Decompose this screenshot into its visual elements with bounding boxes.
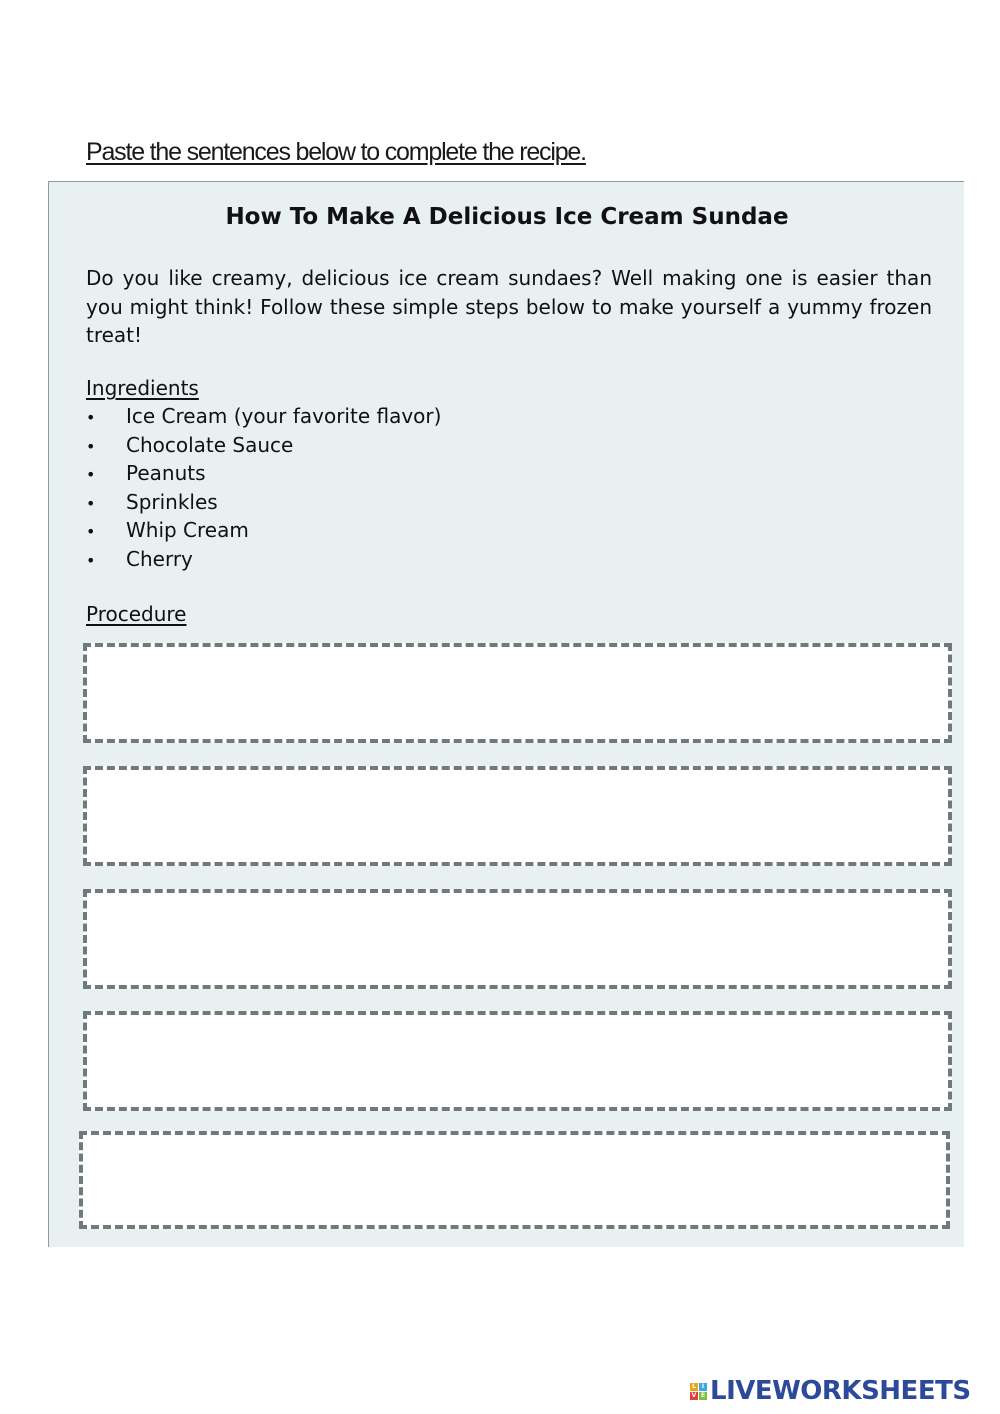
logo-mark-letter: V [691, 1391, 697, 1399]
logo-wordmark: LIVEWORKSHEETS [710, 1376, 971, 1406]
bullet-icon: • [86, 436, 96, 456]
liveworksheets-logo [690, 1374, 971, 1408]
recipe-title: How To Make A Delicious Ice Cream Sundae [225, 204, 789, 230]
ingredient-item [86, 459, 441, 488]
bullet-icon: • [86, 493, 96, 513]
procedure-drop-zone-4[interactable] [83, 1011, 952, 1111]
procedure-drop-zone-5[interactable] [79, 1131, 950, 1229]
ingredient-label: Peanuts [126, 461, 206, 485]
ingredient-label: Ice Cream (your favorite flavor) [126, 404, 442, 428]
bullet-icon: • [86, 522, 96, 541]
ingredient-item [86, 545, 441, 574]
ingredients-list [86, 402, 441, 573]
bullet-icon: • [86, 550, 96, 570]
procedure-drop-zone-2[interactable] [83, 766, 952, 866]
instruction-text: Paste the sentences below to complete the recipe. [86, 138, 586, 166]
logo-mark-letter: I [699, 1383, 707, 1391]
liveworksheets-logo-icon [690, 1383, 707, 1400]
ingredient-item [86, 431, 441, 460]
logo-mark-letter: L [690, 1383, 698, 1391]
procedure-drop-zone-1[interactable] [83, 643, 952, 743]
ingredient-item [86, 516, 441, 545]
ingredient-label: Chocolate Sauce [126, 432, 294, 457]
ingredient-item [86, 402, 441, 431]
bullet-icon: • [86, 408, 96, 427]
recipe-intro: Do you like creamy, delicious ice cream sundaes? Well making one is easier than you might think! Follow these simple steps below to make yourself a yummy frozen treat! [86, 266, 932, 347]
recipe-panel [48, 181, 964, 1247]
ingredient-item [86, 488, 441, 517]
procedure-heading: Procedure [86, 602, 187, 626]
ingredient-label: Sprinkles [126, 489, 218, 514]
bullet-icon: • [86, 465, 96, 484]
procedure-drop-zone-3[interactable] [83, 889, 952, 989]
ingredient-label: Cherry [126, 546, 193, 571]
ingredients-heading: Ingredients [86, 376, 199, 400]
ingredient-label: Whip Cream [126, 518, 249, 542]
logo-mark-letter: E [700, 1391, 706, 1399]
